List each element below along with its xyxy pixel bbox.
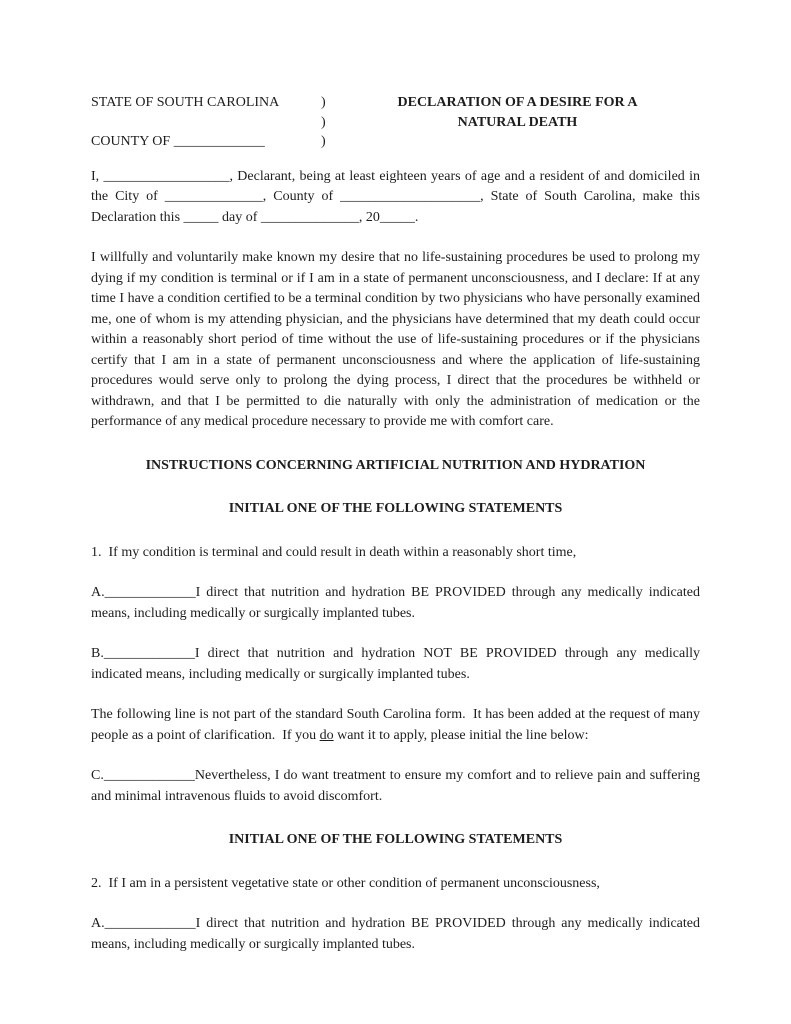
initial-statements-heading-2: INITIAL ONE OF THE FOLLOWING STATEMENTS bbox=[228, 832, 563, 847]
venue-column bbox=[91, 93, 321, 152]
county-line: COUNTY OF _____________ bbox=[91, 134, 265, 149]
state-line: STATE OF SOUTH CAROLINA bbox=[91, 95, 280, 110]
clarification-text-1: The following line is not part of the standard South Carolina form. It has been added at the request of many people as a point of clarification. If you bbox=[91, 707, 704, 743]
paren-2: ) bbox=[321, 114, 326, 130]
clarification-option-c: C._____________Nevertheless, I do want treatment to ensure my comfort and to relieve pain and suffering and minimal intravenous fluids to avoid discomfort. bbox=[91, 768, 704, 804]
statement-1-option-b: B._____________I direct that nutrition and hydration NOT BE PROVIDED through any medically indicated means, including medically or surgically implanted tubes. bbox=[91, 646, 704, 682]
initial-statements-heading-1: INITIAL ONE OF THE FOLLOWING STATEMENTS bbox=[228, 501, 563, 516]
document-title-line1: DECLARATION OF A DESIRE FOR A bbox=[397, 95, 638, 110]
venue-spacer bbox=[91, 113, 321, 133]
clarification-underlined-word: do bbox=[319, 727, 334, 743]
declarant-paragraph: I, __________________, Declarant, being at least eighteen years of age and a resident of and domiciled in the City of ______________, County of ____________________, State of South Carolina, make this Declaration this _____ day of ______________, 20_____. bbox=[91, 168, 704, 225]
document-title bbox=[371, 93, 700, 152]
document-title-line2: NATURAL DEATH bbox=[457, 114, 578, 130]
statement-1-option-a: A._____________I direct that nutrition and hydration BE PROVIDED through any medically indicated means, including medically or surgically implanted tubes. bbox=[91, 585, 704, 621]
paren-3: ) bbox=[321, 134, 326, 149]
statement-2-option-a: A._____________I direct that nutrition and hydration BE PROVIDED through any medically indicated means, including medically or surgically implanted tubes. bbox=[91, 916, 704, 952]
document-header bbox=[91, 93, 700, 152]
statement-1-intro: 1. If my condition is terminal and could result in death within a reasonably short time, bbox=[91, 544, 577, 560]
declaration-paragraph: I willfully and voluntarily make known my desire that no life-sustaining procedures be used to prolong my dying if my condition is terminal or if I am in a state of permanent unconsciousness, and I declare: If at any time I have a condition certified to be a terminal condition by two physicians who have personally examined me, one of whom is my attending physician, and the physicians have determined that my death could occur within a reasonably short period of time without the use of life-sustaining procedures or if the physicians certify that I am in a state of permanent unconsciousness and where the application of life-sustaining procedures would serve only to prolong the dying process, I direct that the procedures be withheld or withdrawn, and that I be permitted to die naturally with only the administration of medication or the performance of any medical procedure necessary to provide me with comfort care. bbox=[91, 250, 704, 429]
clarification-text-2: want it to apply, please initial the line below: bbox=[333, 727, 589, 743]
document-content bbox=[91, 93, 704, 975]
paren-1: ) bbox=[321, 95, 326, 110]
paren-column bbox=[321, 93, 371, 152]
nutrition-hydration-heading: INSTRUCTIONS CONCERNING ARTIFICIAL NUTRITION AND HYDRATION bbox=[145, 457, 646, 473]
clarification-note bbox=[91, 705, 704, 746]
statement-2-intro: 2. If I am in a persistent vegetative state or other condition of permanent unconsciousness, bbox=[91, 875, 600, 891]
